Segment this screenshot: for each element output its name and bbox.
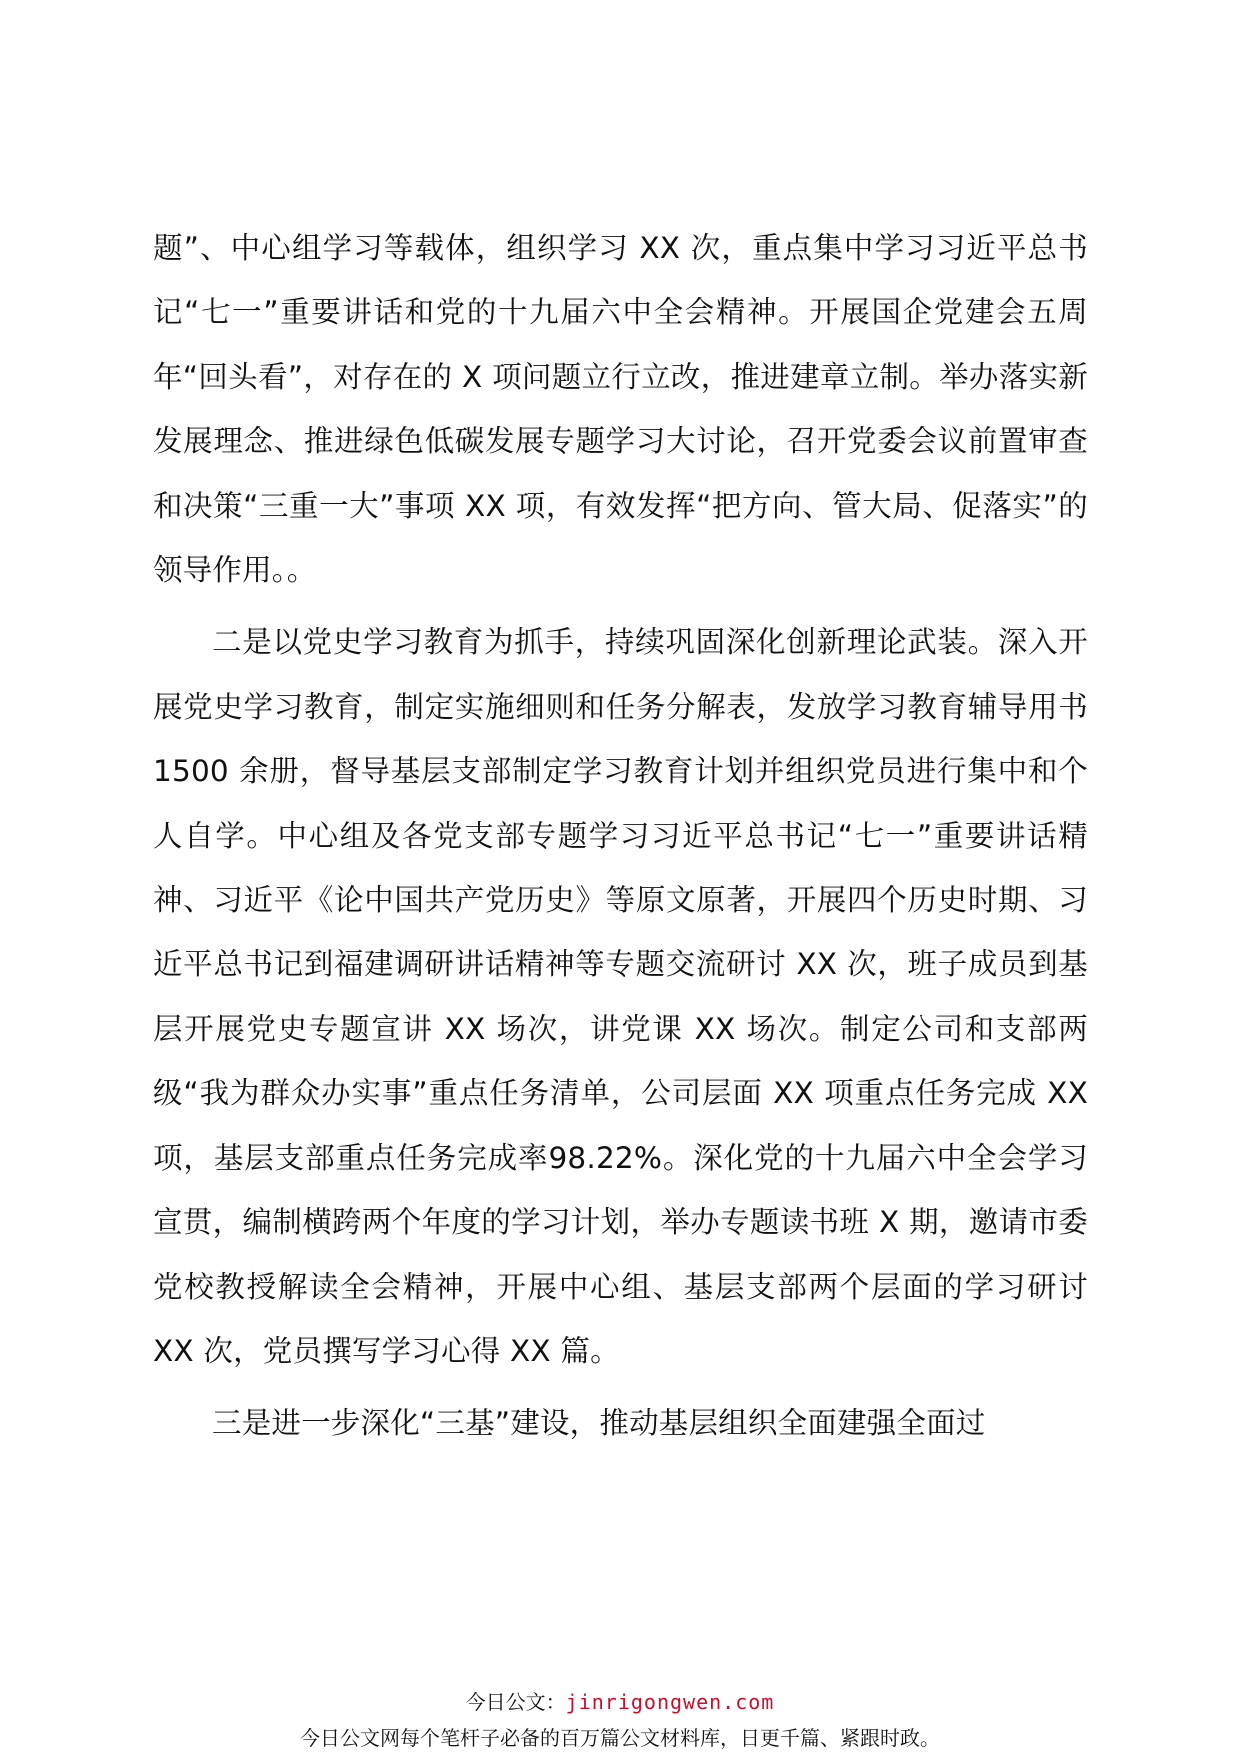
footer-label: 今日公文：	[465, 1690, 566, 1714]
paragraph-continuation: 题”、中心组学习等载体，组织学习 XX 次，重点集中学习习近平总书记“七一”重要讲话和党的十九届六中全会精神。开展国企党建会五周年“回头看”，对存在的 X 项问题立行立改，推进建章立制。举办落实新发展理念、推进绿色低碳发展专题学习大讨论，召开党委会议前置审查和决策“三重一大”事项 XX 项，有效发挥“把方向、管大局、促落实”的领导作用。。	[153, 231, 1088, 588]
footer-site-link[interactable]: jinrigongwen.com	[565, 1690, 775, 1714]
footer-source	[0, 1686, 1240, 1715]
paragraph-three-basics: 三是进一步深化“三基”建设，推动基层组织全面建强全面过	[212, 1406, 986, 1441]
document-body	[153, 216, 1088, 1464]
footer-tagline: 今日公文网每个笔杆子必备的百万篇公文材料库，日更千篇、紧跟时政。	[300, 1726, 940, 1750]
paragraph-party-history-education: 二是以党史学习教育为抓手，持续巩固深化创新理论武装。深入开展党史学习教育，制定实施细则和任务分解表，发放学习教育辅导用书 1500 余册，督导基层支部制定学习教育计划并组织党员进行集中和个人自学。中心组及各党支部专题学习习近平总书记“七一”重要讲话精神、习近平《论中国共产党历史》等原文原著，开展四个历史时期、习近平总书记到福建调研讲话精神等专题交流研讨 XX 次，班子成员到基层开展党史专题宣讲 XX 场次，讲党课 XX 场次。制定公司和支部两级“我为群众办实事”重点任务清单，公司层面 XX 项重点任务完成 XX 项，基层支部重点任务完成率98.22%。深化党的十九届六中全会学习宣贯，编制横跨两个年度的学习计划，举办专题读书班 X 期，邀请市委党校教授解读全会精神，开展中心组、基层支部两个层面的学习研讨 XX 次，党员撰写学习心得 XX 篇。	[153, 625, 1088, 1368]
